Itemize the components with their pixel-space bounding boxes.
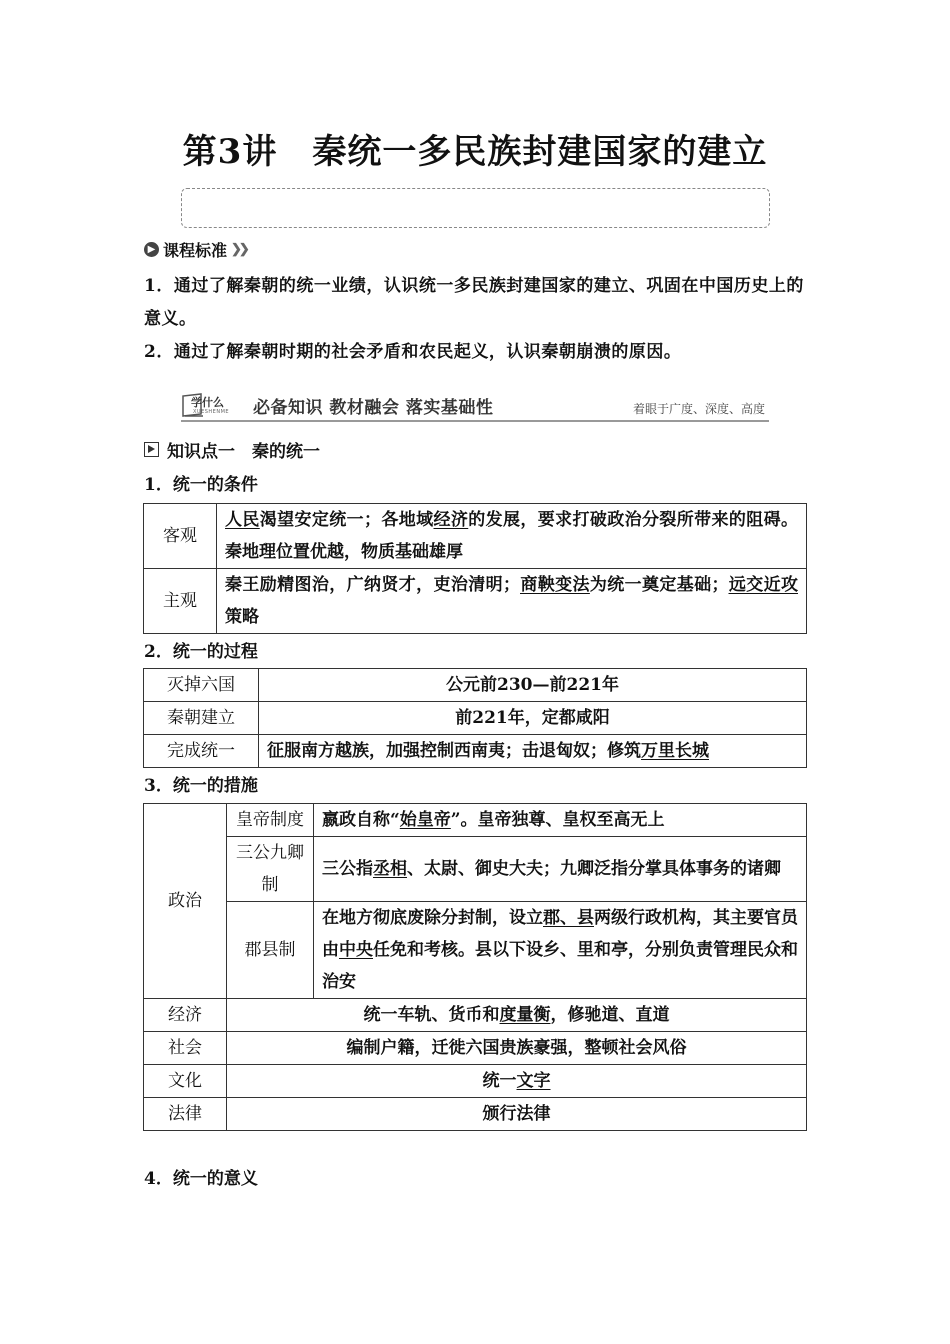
dashed-box: [181, 188, 770, 228]
process-value-1: 公元前230—前221年: [259, 669, 807, 702]
underlined-term: 度量衡: [499, 1005, 551, 1025]
text-span: 的发展，要求打破政治分裂所带来的阻碍。秦地理位置优越，物质基础雄厚: [225, 510, 798, 562]
text-span: 、太尉、御史大夫；九卿泛指分掌具体事务的诸卿: [407, 859, 781, 879]
play-circle-icon: ▶: [144, 242, 159, 257]
gongqing-content: [314, 837, 807, 902]
economy-label: 经济: [144, 999, 227, 1032]
table-row: [144, 504, 807, 569]
text-span: 三公指: [322, 859, 373, 879]
objective-label: 客观: [144, 504, 217, 569]
banner-title: 必备知识 教材融会 落实基础性: [253, 398, 494, 418]
underlined-term: 郡、县: [543, 908, 594, 928]
section-banner: [181, 392, 769, 422]
underlined-term: 始皇帝: [399, 810, 451, 830]
text-span: ”。皇帝独尊、皇权至高无上: [450, 810, 665, 830]
table-row: [144, 1032, 807, 1065]
subjective-content: [217, 569, 807, 634]
process-value-3: [259, 735, 807, 768]
measures-table: [143, 803, 807, 1131]
underlined-term: 文字: [516, 1071, 551, 1091]
junxian-label: 郡县制: [227, 902, 314, 999]
curriculum-heading-label: 课程标准: [163, 241, 228, 260]
table-row: [144, 735, 807, 768]
process-value-2: 前221年，定都咸阳: [259, 702, 807, 735]
table-row: [144, 999, 807, 1032]
process-label-3: 完成统一: [144, 735, 259, 768]
conditions-heading: 1．统一的条件: [144, 475, 258, 495]
underlined-term: 中央: [339, 940, 373, 960]
banner-logo-text: 学什么: [191, 396, 224, 409]
objective-content: [217, 504, 807, 569]
emperor-label: 皇帝制度: [227, 804, 314, 837]
law-label: 法律: [144, 1098, 227, 1131]
society-content: 编制户籍，迁徙六国贵族豪强，整顿社会风俗: [227, 1032, 807, 1065]
measures-heading: 3．统一的措施: [144, 776, 258, 796]
underlined-term: 人民: [225, 510, 260, 530]
text-span: 秦王励精图治，广纳贤才，吏治清明；: [225, 575, 520, 595]
process-heading: 2．统一的过程: [144, 642, 258, 662]
culture-content: [227, 1065, 807, 1098]
table-row: [144, 902, 807, 999]
underlined-term: 商鞅变法: [520, 575, 590, 595]
underlined-term: 万里长城: [641, 741, 709, 761]
page-title: 第3讲 秦统一多民族封建国家的建立: [182, 132, 768, 172]
law-content: 颁行法律: [227, 1098, 807, 1131]
table-row: [144, 1065, 807, 1098]
economy-content: [227, 999, 807, 1032]
text-span: 策略: [225, 607, 259, 627]
society-label: 社会: [144, 1032, 227, 1065]
text-span: 渴望安定统一；各地域: [259, 510, 434, 530]
process-label-2: 秦朝建立: [144, 702, 259, 735]
gongqing-label: 三公九卿制: [227, 837, 314, 902]
knowledge-point-label: 知识点一 秦的统一: [167, 442, 320, 462]
text-span: 征服南方越族，加强控制西南夷；击退匈奴；修筑: [267, 741, 641, 761]
politics-label: 政治: [144, 804, 227, 999]
subjective-label: 主观: [144, 569, 217, 634]
underlined-term: 丞相: [373, 859, 407, 879]
process-table: [143, 668, 807, 768]
curriculum-item-1: 1．通过了解秦朝的统一业绩，认识统一多民族封建国家的建立、巩固在中国历史上的意义。: [144, 276, 804, 329]
curriculum-heading: [144, 238, 247, 261]
table-row: [144, 569, 807, 634]
table-row: [144, 702, 807, 735]
underlined-term: 经济: [433, 510, 469, 530]
play-square-icon: [144, 442, 159, 457]
text-span: 为统一奠定基础；: [589, 575, 729, 595]
text-span: 统一车轨、货币和: [363, 1005, 500, 1025]
table-row: [144, 804, 807, 837]
conditions-table: [143, 503, 807, 634]
text-span: 统一: [482, 1071, 517, 1091]
banner-right-text: 着眼于广度、深度、高度: [632, 402, 765, 416]
culture-label: 文化: [144, 1065, 227, 1098]
text-span: 嬴政自称“: [322, 810, 400, 830]
double-chevron-right-icon: ❯❯: [231, 242, 247, 257]
significance-heading: 4．统一的意义: [144, 1169, 258, 1189]
knowledge-point-heading: [144, 437, 320, 462]
banner-logo-sub: XUESHENME: [193, 409, 230, 415]
junxian-content: [314, 902, 807, 999]
table-row: [144, 669, 807, 702]
process-label-1: 灭掉六国: [144, 669, 259, 702]
underlined-term: 远交近攻: [728, 575, 798, 595]
table-row: [144, 1098, 807, 1131]
emperor-content: [314, 804, 807, 837]
text-span: ，修驰道、直道: [550, 1005, 670, 1025]
text-span: 任免和考核。县以下设乡、里和亭，分别负责管理民众和治安: [322, 940, 798, 992]
table-row: [144, 837, 807, 902]
curriculum-item-2: 2．通过了解秦朝时期的社会矛盾和农民起义，认识秦朝崩溃的原因。: [144, 342, 682, 362]
text-span: 在地方彻底废除分封制，设立: [322, 908, 543, 928]
text-span: 两级行政机构，其主要官员由: [322, 908, 798, 960]
